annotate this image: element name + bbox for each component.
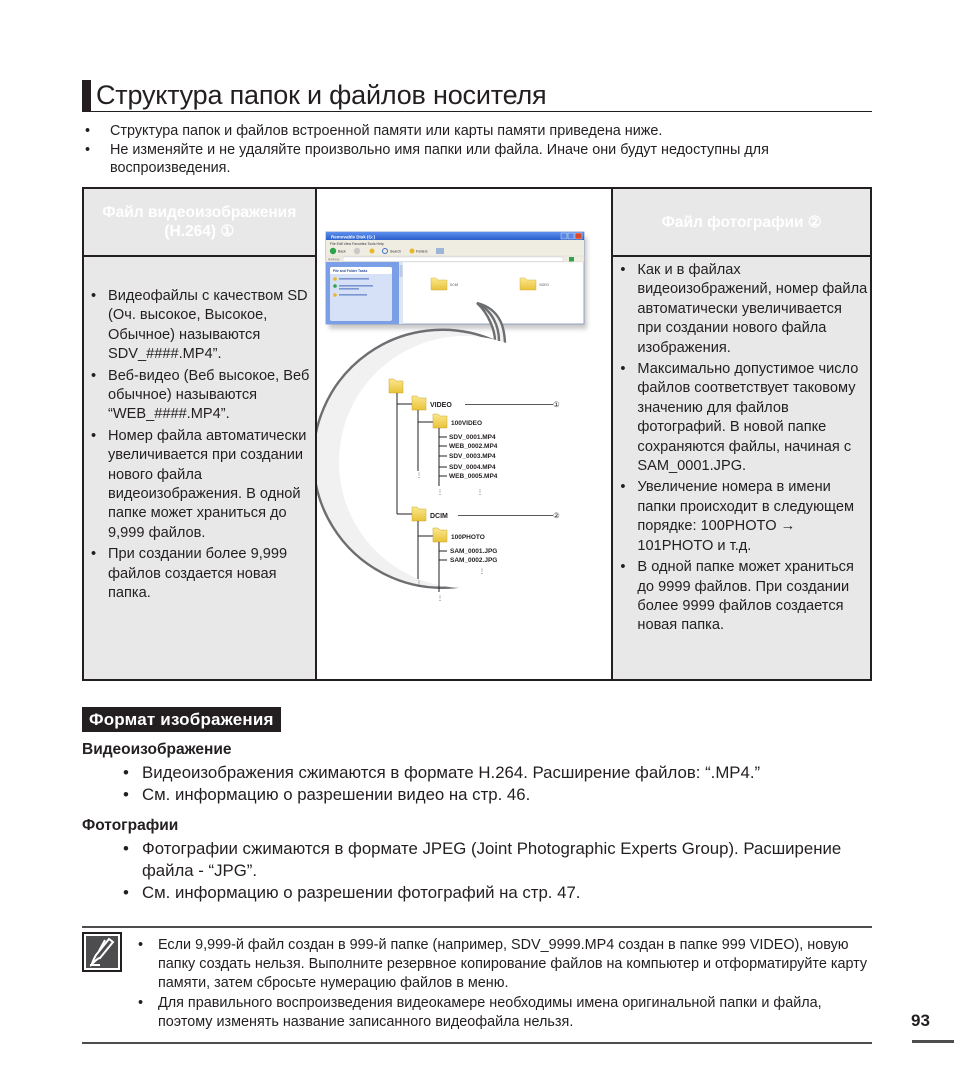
svg-text:Removable Disk (G:): Removable Disk (G:) [330, 234, 375, 240]
note-pencil-icon [82, 932, 122, 972]
photo-file-item: • Как и в файлах видеоизображений, номер файла автоматически увеличивается при создании нового файла изображения. [615, 261, 868, 358]
svg-text:②: ② [552, 511, 560, 520]
photo-file-item: • В одной папке может храниться до 9999 файлов. При создании более 9999 файлов создается новая папка. [615, 558, 868, 636]
note-box [82, 926, 872, 1044]
explorer-window-thumbnail [326, 232, 587, 329]
page-title: Структура папок и файлов носителя [96, 80, 547, 110]
svg-text:⋮: ⋮ [415, 473, 422, 479]
svg-text:File Edit View Favorites: File Edit View Favorites Tools Help [329, 242, 384, 246]
photo-file-list [613, 257, 870, 636]
svg-text:100VIDEO: 100VIDEO [450, 420, 482, 427]
photo-file-item: • Увеличение номера в имени папки происходит в следующем порядке: 100PHOTO → 101PHOTO и т.д. [615, 478, 868, 556]
svg-text:SAM_0001.JPG: SAM_0001.JPG [449, 548, 498, 555]
video-file-item: • При создании более 9,999 файлов создается новая папка. [86, 545, 313, 603]
intro-item: • Структура папок и файлов встроенной памяти или карты памяти приведена ниже. [82, 122, 872, 141]
folder-diagram-cell [316, 188, 613, 680]
page-number: 93 [911, 1011, 930, 1030]
video-format-item: • См. информацию о разрешении видео на стр. 46. [122, 784, 862, 806]
svg-text:VIDEO: VIDEO [538, 283, 549, 287]
video-file-item: • Видеофайлы с качеством SD (Оч. высокое, Высокое, Обычное) называются SDV_####.MP4”. [86, 287, 313, 365]
svg-text:Search: Search [389, 249, 401, 254]
svg-text:⋮: ⋮ [415, 581, 422, 587]
svg-text:⋮: ⋮ [436, 596, 443, 602]
folder-structure-table [82, 187, 872, 681]
svg-text:SDV_0001.MP4: SDV_0001.MP4 [448, 434, 496, 441]
photo-file-cell [612, 256, 871, 680]
svg-text:SAM_0002.JPG: SAM_0002.JPG [449, 557, 498, 564]
svg-text:⋮: ⋮ [476, 490, 483, 496]
video-file-list [84, 257, 315, 604]
video-file-cell [83, 256, 316, 680]
video-file-item: • Веб-видео (Веб высокое, Веб обычное) называются “WEB_####.MP4”. [86, 367, 313, 425]
video-format-heading: Видеоизображение [82, 741, 232, 758]
svg-text:SDV_0004.MP4: SDV_0004.MP4 [448, 464, 496, 471]
svg-text:⋮: ⋮ [478, 569, 485, 575]
photo-format-item: • См. информацию о разрешении фотографий на стр. 47. [122, 882, 862, 904]
video-format-item: • Видеоизображения сжимаются в формате H.264. Расширение файлов: “.MP4.” [122, 762, 862, 784]
intro-item: • Не изменяйте и не удаляйте произвольно имя папки или файла. Иначе они будут недоступны для воспроизведения. [82, 141, 872, 178]
photo-format-heading: Фотографии [82, 817, 179, 834]
svg-text:WEB_0005.MP4: WEB_0005.MP4 [448, 473, 498, 480]
note-item: • Если 9,999-й файл создан в 999-й папке (например, SDV_9999.MP4 создан в папке 999 VIDEO), новую папку создать нельзя. Выполните резервное копирование файлов на компьютер и отформатируйте карту памяти, затем сбросьте нумерацию файлов в меню. [134, 936, 869, 993]
video-file-item: • Номер файла автоматически увеличивается при создании нового файла видеоизображения. В одной папке может храниться до 9,999 файлов. [86, 427, 313, 543]
intro-list [82, 122, 872, 178]
title-accent-bar [82, 80, 91, 112]
svg-text:Back: Back [337, 249, 346, 254]
photo-format-item: • Фотографии сжимаются в формате JPEG (Joint Photographic Experts Group). Расширение файла - “JPG”. [122, 838, 862, 882]
photo-format-list [122, 838, 862, 904]
video-format-list [122, 762, 862, 806]
svg-text:File and Folder Tasks: File and Folder Tasks [332, 269, 368, 273]
svg-text:100PHOTO: 100PHOTO [450, 534, 485, 541]
svg-text:SDV_0003.MP4: SDV_0003.MP4 [448, 453, 496, 460]
page-number-rule [912, 1040, 954, 1043]
photo-file-item: • Максимально допустимое число файлов соответствует таковому значению для файлов фотографий. В новой папке сохраняются файлы, начиная с SAM_0001.JPG. [615, 360, 868, 476]
format-section-badge: Формат изображения [82, 707, 281, 732]
svg-text:DCIM: DCIM [449, 283, 458, 287]
svg-text:⋮: ⋮ [436, 490, 443, 496]
svg-text:DCIM: DCIM [429, 513, 448, 520]
note-item: • Для правильного воспроизведения видеокамере необходимы имена оригинальной папки и файла, поэтому изменять название записанного видеофайла нельзя. [134, 994, 869, 1032]
svg-text:Address: Address [327, 257, 340, 262]
note-list [134, 936, 869, 1033]
svg-text:①: ① [552, 400, 560, 409]
svg-text:VIDEO: VIDEO [429, 402, 452, 409]
video-file-header: Файл видеоизображения (H.264) ① [83, 188, 316, 256]
svg-text:WEB_0002.MP4: WEB_0002.MP4 [448, 443, 498, 450]
folder-tree-diagram [317, 189, 615, 683]
photo-file-header: Файл фотографии ② [612, 188, 871, 256]
svg-text:Folders: Folders [415, 249, 428, 254]
page-title-block [82, 80, 872, 112]
